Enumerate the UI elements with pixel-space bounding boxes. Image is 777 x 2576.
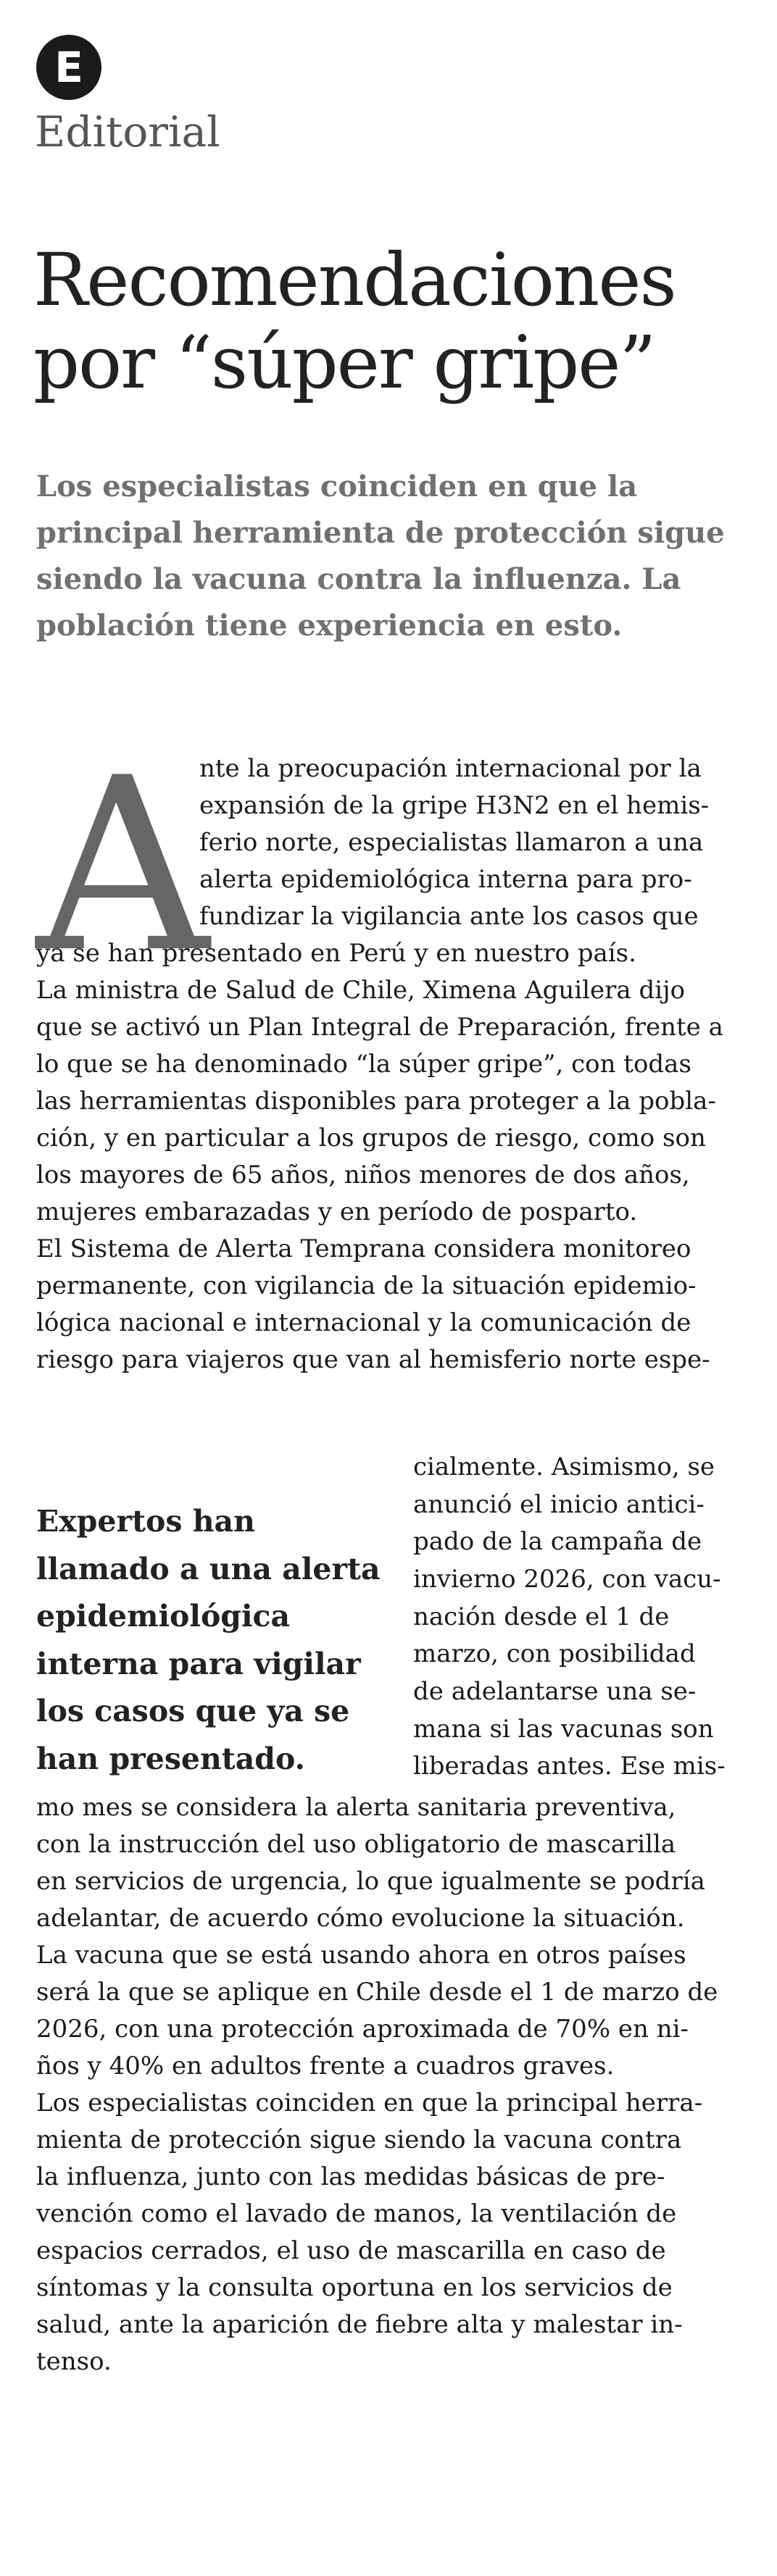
text-line: riesgo para viajeros que van al hemisferio norte espe- (36, 1345, 710, 1374)
title-line: Recomendaciones (33, 238, 676, 322)
paragraph-continued (36, 1789, 747, 2380)
article-title (33, 239, 751, 404)
narrow-column (413, 1449, 754, 1786)
text-line: marzo, con posibilidad (413, 1639, 696, 1669)
text-line: mienta de protección sigue siendo la vacuna contra (36, 2125, 682, 2154)
text-line: será la que se aplique en Chile desde el 1 de marzo de (36, 1978, 718, 2007)
text-line: ya se han presentado en Perú y en nuestro país. (36, 939, 636, 968)
text-line: lo que se ha denominado “la súper gripe”, con todas (36, 1050, 691, 1079)
text-line: vención como el lavado de manos, la ventilación de (36, 2199, 677, 2228)
text-line: pado de la campaña de (413, 1527, 702, 1557)
section-badge: E (36, 35, 101, 100)
text-line: ferio norte, especialistas llamaron a una (199, 828, 704, 857)
text-line: invierno 2026, con vacu- (413, 1565, 721, 1594)
text-line: alerta epidemiológica interna para pro- (199, 865, 692, 894)
text-line: con la instrucción del uso obligatorio de mascarilla (36, 1830, 676, 1859)
text-line: ños y 40% en adultos frente a cuadros graves. (36, 2052, 615, 2081)
section-label: Editorial (35, 107, 220, 156)
text-line: mo mes se considera la alerta sanitaria preventiva, (36, 1793, 676, 1822)
text-line: 2026, con una protección aproximada de 70% en ni- (36, 2015, 689, 2044)
text-line: cialmente. Asimismo, se (413, 1452, 715, 1481)
text-line: que se activó un Plan Integral de Preparación, frente a (36, 1013, 723, 1042)
text-line: tenso. (36, 2347, 112, 2376)
text-line: nación desde el 1 de (413, 1602, 670, 1631)
text-line: la influenza, junto con las medidas básicas de pre- (36, 2162, 665, 2191)
text-line: adelantar, de acuerdo cómo evolucione la situación. (36, 1904, 685, 1933)
text-line: nte la preocupación internacional por la (199, 754, 702, 783)
text-line: Los especialistas coinciden en que la principal herra- (36, 2088, 703, 2117)
text-line: síntomas y la consulta oportuna en los servicios de (36, 2273, 673, 2302)
text-line: salud, ante la aparición de fiebre alta y malestar in- (36, 2310, 683, 2339)
text-line: ción, y en particular a los grupos de riesgo, como son (36, 1124, 706, 1153)
paragraph-1 (36, 750, 747, 1379)
text-line: fundizar la vigilancia ante los casos que (199, 902, 699, 931)
drop-cap: A (36, 727, 209, 1005)
text-line: de adelantarse una se- (413, 1677, 697, 1707)
pull-quote: Expertos han llamado a una alerta epidemiológica interna para vigilar los casos que ya se han presentado. (36, 1504, 381, 1776)
text-line: permanente, con vigilancia de la situación epidemio- (36, 1271, 697, 1300)
text-line: mujeres embarazadas y en período de posparto. (36, 1197, 638, 1226)
text-line: en servicios de urgencia, lo que igualmente se podría (36, 1867, 705, 1896)
text-line: lógica nacional e internacional y la comunicación de (36, 1308, 691, 1337)
text-line: La ministra de Salud de Chile, Ximena Aguilera dijo (36, 976, 686, 1005)
text-line: espacios cerrados, el uso de mascarilla en caso de (36, 2236, 666, 2265)
text-line: mana si las vacunas son (413, 1714, 714, 1744)
title-line: por “súper gripe” (33, 320, 655, 405)
text-line: liberadas antes. Ese mis- (413, 1752, 726, 1781)
text-line: El Sistema de Alerta Temprana considera monitoreo (36, 1234, 691, 1263)
text-line: los mayores de 65 años, niños menores de dos años, (36, 1161, 690, 1189)
text-line: expansión de la gripe H3N2 en el hemis- (199, 791, 710, 820)
text-line: las herramientas disponibles para proteger a la pobla- (36, 1087, 716, 1116)
text-line: anunció el inicio antici- (413, 1489, 705, 1519)
article-subtitle: Los especialistas coinciden en que la principal herramienta de protección sigue siendo la vacuna contra la influenza. La población tiene experiencia en esto. (36, 469, 725, 643)
text-line: La vacuna que se está usando ahora en otros países (36, 1941, 686, 1970)
